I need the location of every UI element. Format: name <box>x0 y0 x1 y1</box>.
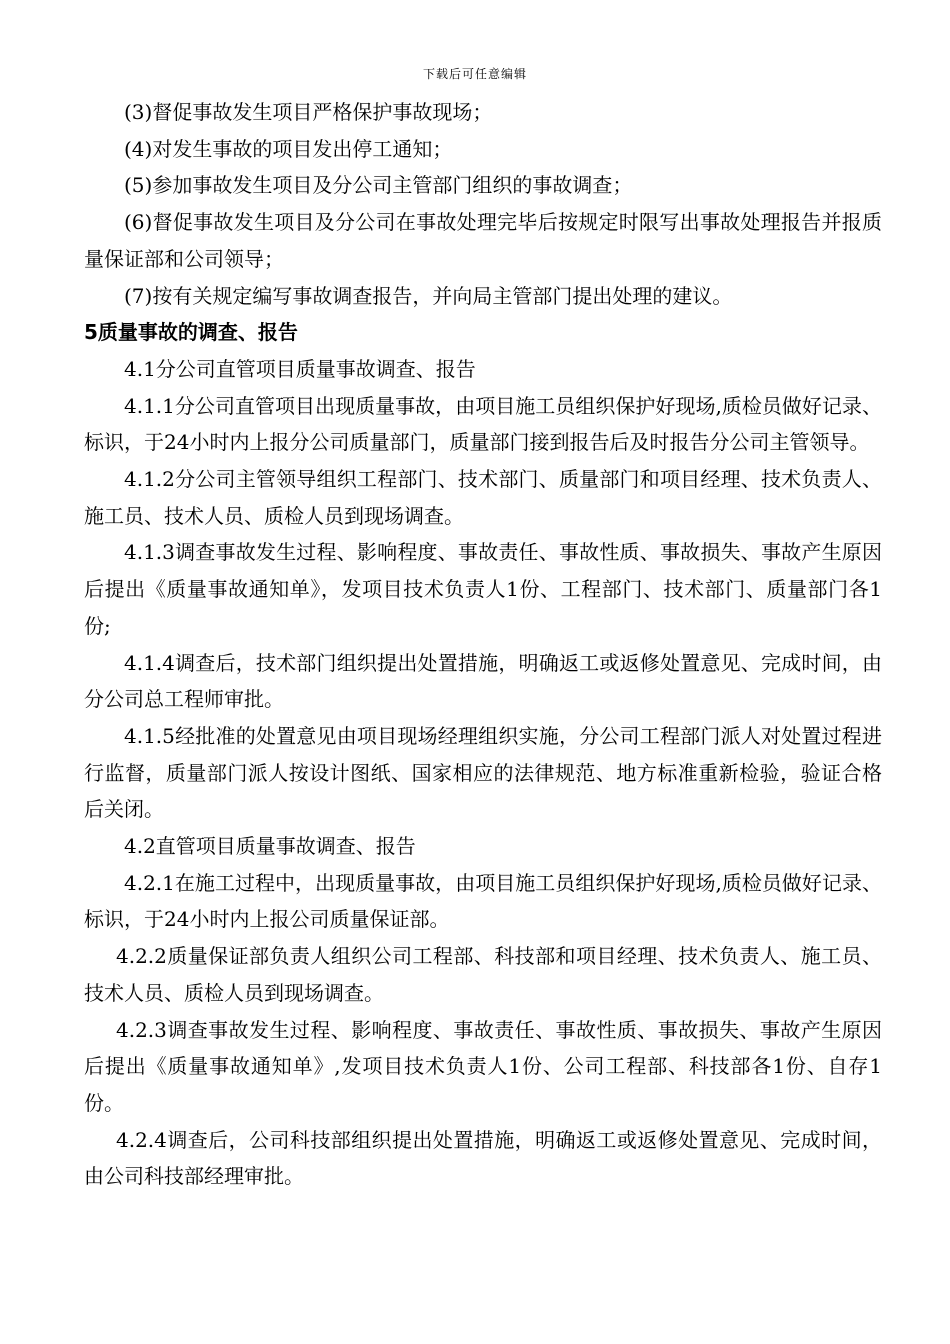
paragraph-item-3: (3)督促事故发生项目严格保护事故现场； <box>124 100 493 124</box>
paragraph-4-2-2: 4.2.2质量保证部负责人组织公司工程部、科技部和项目经理、技术负责人、施工员、技术人员、质检人员到现场调查。 <box>84 944 882 1005</box>
paragraph-4-1-4: 4.1.4调查后，技术部门组织提出处置措施，明确返工或返修处置意见、完成时间，由分公司总工程师审批。 <box>84 650 882 712</box>
paragraph-item-5: (5)参加事故发生项目及分公司主管部门组织的事故调查； <box>124 173 633 198</box>
paragraph-item-7: (7)按有关规定编写事故调查报告，并向局主管部门提出处理的建议。 <box>124 283 733 308</box>
paragraph-4-1-5: 4.1.5经批准的处置意见由项目现场经理组织实施，分公司工程部门派人对处置过程进行监督，质量部门派人按设计图纸、国家相应的法律规范、地方标准重新检验，验证合格后关闭。 <box>84 723 882 822</box>
paragraph-4-1-3: 4.1.3调查事故发生过程、影响程度、事故责任、事故性质、事故损失、事故产生原因后提出《质量事故通知单》，发项目技术负责人1份、工程部门、技术部门、质量部门各1份; <box>84 540 882 638</box>
subsection-heading-4-1: 4.1分公司直管项目质量事故调查、报告 <box>124 356 476 381</box>
subsection-heading-4-2: 4.2直管项目质量事故调查、报告 <box>124 834 416 859</box>
document-body <box>84 94 882 1195</box>
paragraph-4-1-2: 4.1.2分公司主管领导组织工程部门、技术部门、质量部门和项目经理、技术负责人、施工员、技术人员、质检人员到现场调查。 <box>84 467 882 528</box>
paragraph-item-4: (4)对发生事故的项目发出停工通知； <box>124 136 453 161</box>
paragraph-4-1-1: 4.1.1分公司直管项目出现质量事故，由项目施工员组织保护好现场,质检员做好记录、标识，于24小时内上报分公司质量部门，质量部门接到报告后及时报告分公司主管领导。 <box>84 393 882 455</box>
page-header-note: 下载后可任意编辑 <box>422 67 527 81</box>
paragraph-4-2-1: 4.2.1在施工过程中，出现质量事故，由项目施工员组织保护好现场,质检员做好记录、标识，于24小时内上报公司质量保证部。 <box>84 870 882 932</box>
paragraph-4-2-4: 4.2.4调查后，公司科技部组织提出处置措施，明确返工或返修处置意见、完成时间，由公司科技部经理审批。 <box>84 1127 882 1189</box>
section-heading-5: 5质量事故的调查、报告 <box>84 320 298 345</box>
paragraph-4-2-3: 4.2.3调查事故发生过程、影响程度、事故责任、事故性质、事故损失、事故产生原因后提出《质量事故通知单》,发项目技术负责人1份、公司工程部、科技部各1份、自存1份。 <box>84 1017 882 1115</box>
paragraph-item-6: (6)督促事故发生项目及分公司在事故处理完毕后按规定时限写出事故处理报告并报质量保证部和公司领导； <box>84 210 882 271</box>
